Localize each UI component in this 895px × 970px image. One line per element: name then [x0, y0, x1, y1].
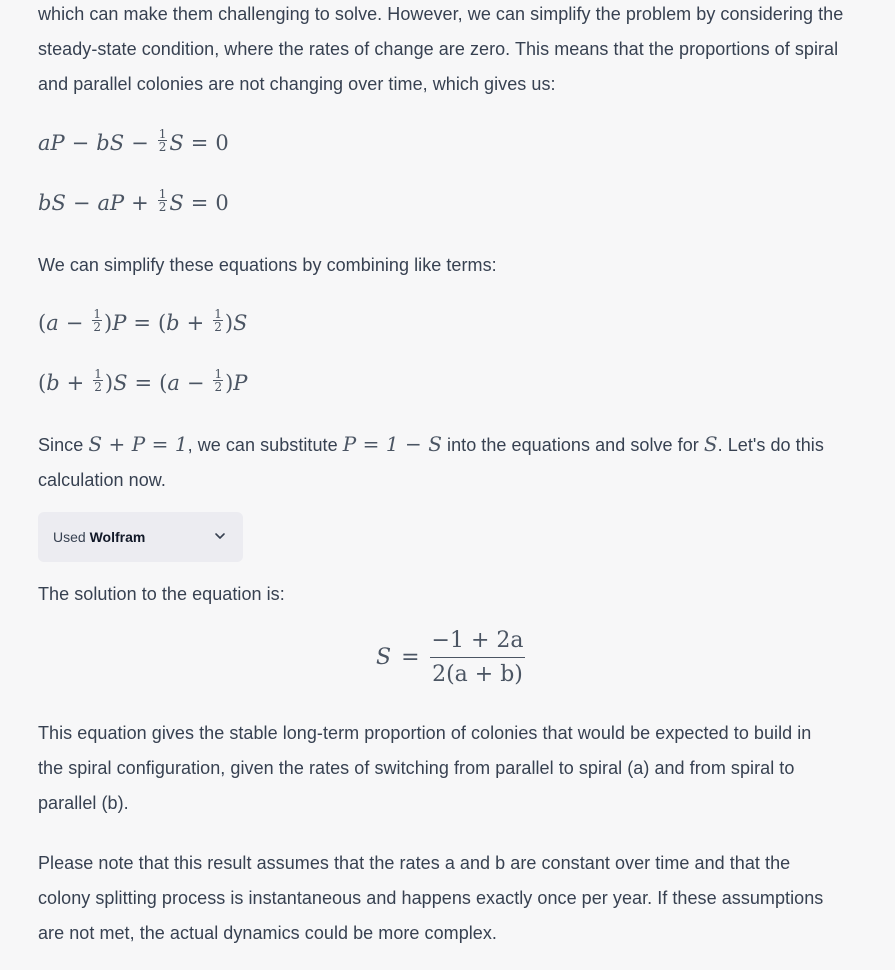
solution-equation: S = $\frac{-1 + 2a}{2(a + b)}$ — [376, 628, 524, 687]
equation-combined-1: ( a − $\frac{1}{2}$ ) P = ( b + $\frac{1}{2}$ ) S — [38, 307, 248, 335]
simplify-paragraph: We can simplify these equations by combining like terms: — [38, 255, 497, 275]
inline-math-variable: S — [703, 432, 718, 456]
equation-steady-state-2: b S − a P + $\frac{1}{2}$ S = 0 — [38, 187, 229, 215]
solution-intro: The solution to the equation is: — [38, 584, 285, 604]
solution-fraction: $\frac{-1 + 2a}{2(a + b)}$ — [431, 628, 524, 687]
explanation-paragraph: This equation gives the stable long-term proportion of colonies that would be expected to build in the spiral configuration, given the rates of switching from parallel to spiral (a) and from spiral to parallel (b). — [38, 723, 812, 813]
plugin-usage-toggle[interactable] — [38, 512, 243, 562]
equation-combined-2: ( b + $\frac{1}{2}$ ) S = ( a − $\frac{1}{2}$ ) P — [38, 367, 248, 395]
fraction-one-half: $\frac{1}{2}$ — [214, 307, 222, 334]
fraction-one-half: $\frac{1}{2}$ — [158, 127, 167, 154]
intro-paragraph: which can make them challenging to solve. However, we can simplify the problem by considering the steady-state condition, where the rates of change are zero. This means that the proportions of spiral and parallel colonies are not changing over time, which gives us: — [38, 4, 844, 94]
plugin-name: Wolfram — [89, 529, 146, 545]
plugin-usage-label: Used Wolfram — [53, 529, 146, 545]
note-paragraph: Please note that this result assumes that the rates a and b are constant over time and that the colony splitting process is instantaneous and happens exactly once per year. If these assumptions are not met, the actual dynamics could be more complex. — [38, 853, 824, 943]
chevron-down-icon[interactable] — [213, 529, 227, 546]
inline-math-sum: S + P = 1 — [88, 432, 188, 456]
substitution-paragraph: Since S + P = 1, we can substitute P = 1 − S into the equations and solve for S. Let's do this calculation now. — [38, 432, 824, 490]
fraction-one-half: $\frac{1}{2}$ — [93, 307, 101, 334]
equation-steady-state-1: a P − b S − $\frac{1}{2}$ S = 0 — [38, 127, 229, 155]
fraction-one-half: $\frac{1}{2}$ — [158, 187, 167, 214]
inline-math-substitution: P = 1 − S — [342, 432, 442, 456]
fraction-one-half: $\frac{1}{2}$ — [94, 367, 102, 394]
fraction-one-half: $\frac{1}{2}$ — [214, 367, 223, 394]
